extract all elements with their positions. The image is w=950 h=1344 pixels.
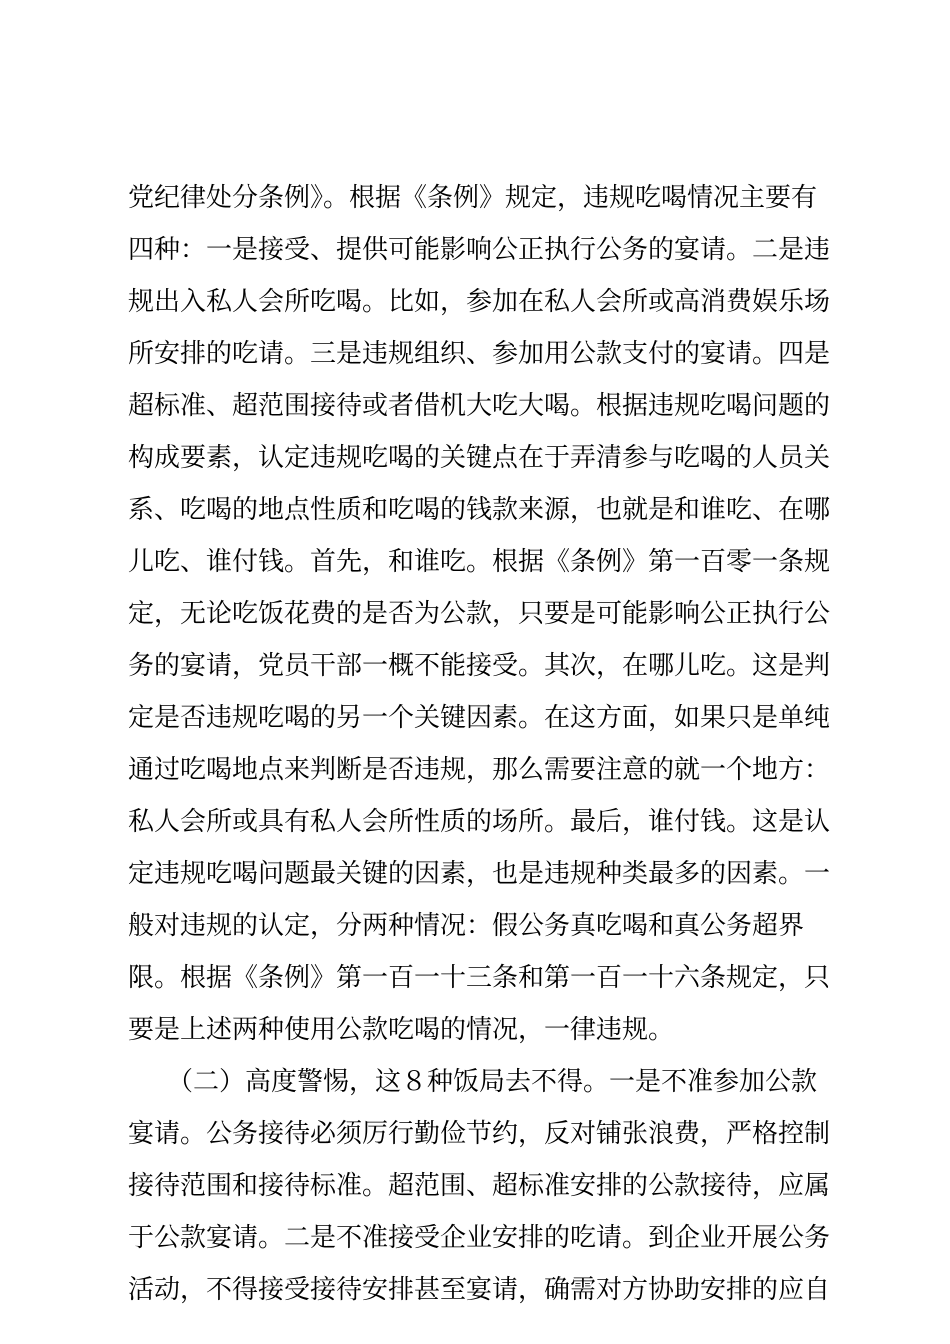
text-line: 定违规吃喝问题最关键的因素，也是违规种类最多的因素。一 (128, 859, 831, 889)
text-line: 所安排的吃请。三是违规组织、参加用公款支付的宴请。四是 (128, 339, 831, 369)
text-line: 儿吃、谁付钱。首先，和谁吃。根据《条例》第一百零一条规 (128, 547, 831, 577)
text-line: 般对违规的认定，分两种情况：假公务真吃喝和真公务超界 (128, 911, 805, 941)
text-line: 限。根据《条例》第一百一十三条和第一百一十六条规定，只 (128, 963, 831, 993)
body-text (128, 172, 831, 1316)
text-line: 宴请。公务接待必须厉行勤俭节约，反对铺张浪费，严格控制 (128, 1119, 831, 1149)
text-line: （二）高度警惕，这８种饭局去不得。一是不准参加公款 (128, 1067, 818, 1097)
text-line: 规出入私人会所吃喝。比如，参加在私人会所或高消费娱乐场 (128, 287, 831, 317)
text-line: 活动，不得接受接待安排甚至宴请，确需对方协助安排的应自 (128, 1275, 831, 1305)
text-line: 构成要素，认定违规吃喝的关键点在于弄清参与吃喝的人员关 (128, 443, 831, 473)
text-line: 通过吃喝地点来判断是否违规，那么需要注意的就一个地方： (128, 755, 831, 785)
text-line: 要是上述两种使用公款吃喝的情况，一律违规。 (128, 1015, 675, 1045)
text-line: 四种：一是接受、提供可能影响公正执行公务的宴请。二是违 (128, 235, 831, 265)
text-line: 接待范围和接待标准。超范围、超标准安排的公款接待，应属 (128, 1171, 831, 1201)
text-line: 私人会所或具有私人会所性质的场所。最后，谁付钱。这是认 (128, 807, 831, 837)
text-line: 党纪律处分条例》。根据《条例》规定，违规吃喝情况主要有 (128, 183, 818, 213)
text-line: 系、吃喝的地点性质和吃喝的钱款来源，也就是和谁吃、在哪 (128, 495, 831, 525)
text-line: 定是否违规吃喝的另一个关键因素。在这方面，如果只是单纯 (128, 703, 831, 733)
text-line: 务的宴请，党员干部一概不能接受。其次，在哪儿吃。这是判 (128, 651, 831, 681)
text-line: 超标准、超范围接待或者借机大吃大喝。根据违规吃喝问题的 (128, 391, 831, 421)
text-line: 于公款宴请。二是不准接受企业安排的吃请。到企业开展公务 (128, 1223, 831, 1253)
text-line: 定，无论吃饭花费的是否为公款，只要是可能影响公正执行公 (128, 599, 831, 629)
